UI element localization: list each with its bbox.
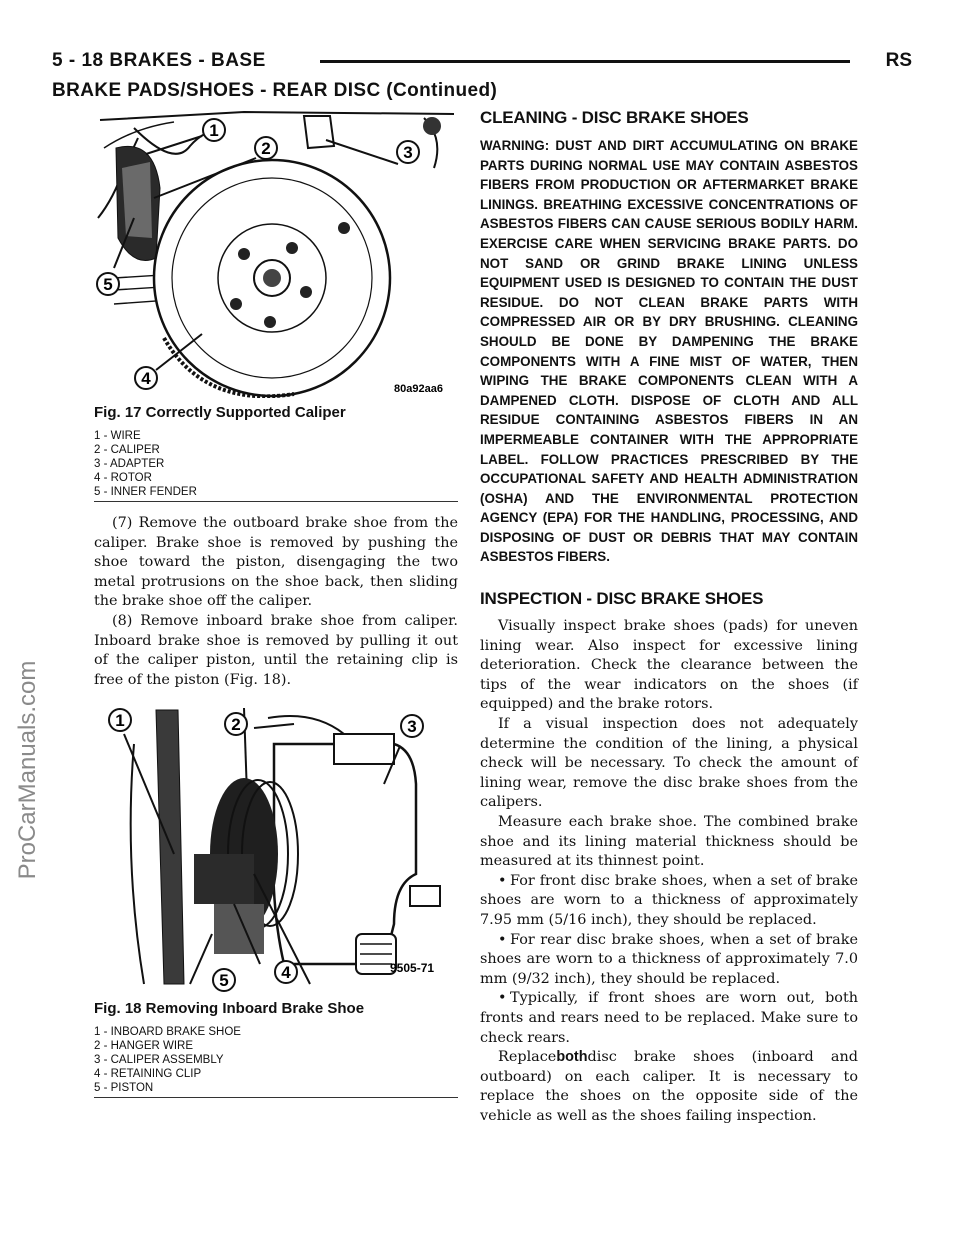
svg-text:5: 5 xyxy=(219,971,229,991)
figure-divider xyxy=(94,1097,458,1098)
fig18-legend xyxy=(94,1025,458,1095)
replace-lead: Replace xyxy=(498,1049,557,1066)
header-rule xyxy=(320,60,850,63)
svg-text:1: 1 xyxy=(115,711,125,731)
fig18-callout-5 xyxy=(213,969,235,991)
left-column xyxy=(94,108,458,1098)
watermark-text: ProCarManuals.com xyxy=(14,660,41,880)
bullet-text: For rear disc brake shoes, when a set of brake shoes are worn to a thickness of approximately 7.0 mm (9/32 inch), they should be replaced. xyxy=(480,931,858,987)
legend-item: 2 - HANGER WIRE xyxy=(94,1040,194,1053)
bullet-symbol: • xyxy=(498,990,507,1007)
legend-item: 4 - ROTOR xyxy=(94,472,152,484)
fig17-illustration xyxy=(94,108,458,398)
bullet-text: Typically, if front shoes are worn out, both fronts and rears need to be replaced. Make sure to check rears. xyxy=(480,990,858,1046)
fig17-callout-4 xyxy=(135,367,157,389)
figure-18 xyxy=(94,704,458,1098)
fig18-callout-3 xyxy=(401,715,423,737)
bullet-symbol: • xyxy=(498,872,507,889)
inspection-paragraph: Measure each brake shoe. The combined brake shoe and its lining material thickness should be measured at its thinnest point. xyxy=(480,814,858,870)
fig18-code: 9505-71 xyxy=(390,961,435,976)
inspection-paragraph: If a visual inspection does not adequately determine the condition of the lining, a physical check will be necessary. To check the amount of lining wear, remove the disc brake shoes from the calipers. xyxy=(480,716,858,811)
legend-item: 1 - INBOARD BRAKE SHOE xyxy=(94,1026,241,1039)
svg-text:2: 2 xyxy=(231,715,241,735)
step-7-text: (7) Remove the outboard brake shoe from the caliper. Brake shoe is removed by pushing the shoe toward the piston, disengaging the two metal protrusions on the shoe back, then sliding the brake shoe off the caliper. xyxy=(94,515,458,610)
figure-divider xyxy=(94,501,458,502)
legend-item: 2 - CALIPER xyxy=(94,444,160,456)
bullet-item xyxy=(480,931,858,990)
bullet-symbol: • xyxy=(498,931,507,948)
cleaning-section-title: CLEANING - DISC BRAKE SHOES xyxy=(480,108,749,127)
fig17-callout-3 xyxy=(397,141,419,163)
fig17-legend xyxy=(94,429,458,499)
legend-item: 3 - CALIPER ASSEMBLY xyxy=(94,1054,224,1067)
right-column xyxy=(480,108,858,1127)
fig17-caption: Fig. 17 Correctly Supported Caliper xyxy=(94,404,346,421)
bullet-text: For front disc brake shoes, when a set of brake shoes are worn to a thickness of approximately 7.95 mm (5/16 inch), they should be replaced. xyxy=(480,872,858,928)
page-section-ref: 5 - 18 BRAKES - BASE xyxy=(52,50,266,71)
section-continued-title: BRAKE PADS/SHOES - REAR DISC (Continued) xyxy=(52,80,498,101)
figure-17 xyxy=(94,108,458,502)
svg-text:5: 5 xyxy=(103,275,113,294)
step-8-text: (8) Remove inboard brake shoe from caliper. Inboard brake shoe is removed by pulling it out of the caliper piston, until the retaining clip is free of the piston (Fig. 18). xyxy=(94,612,458,688)
legend-item: 5 - INNER FENDER xyxy=(94,486,197,498)
fig18-callout-1 xyxy=(109,709,131,731)
legend-item: 1 - WIRE xyxy=(94,430,141,442)
replace-rest: disc brake shoes (inboard and outboard) on each caliper. It is necessary to replace the shoes on the opposite side of the vehicle as well as the shoes failing inspection. xyxy=(480,1049,858,1124)
bullet-item xyxy=(480,989,858,1048)
legend-item: 4 - RETAINING CLIP xyxy=(94,1068,202,1081)
fig18-callout-2 xyxy=(225,713,247,735)
inspection-paragraph: Visually inspect brake shoes (pads) for uneven lining wear. Also inspect for excessive lining deterioration. Check the clearance between the tips of the wear indicators on the shoes (if equipped) and the brake rotors. xyxy=(480,618,858,713)
svg-text:3: 3 xyxy=(407,717,417,737)
svg-text:2: 2 xyxy=(261,139,271,158)
fig17-callout-2 xyxy=(255,137,277,159)
fig18-callout-4 xyxy=(275,961,297,983)
fig18-caption: Fig. 18 Removing Inboard Brake Shoe xyxy=(94,1000,365,1018)
legend-item: 3 - ADAPTER xyxy=(94,458,165,470)
page-header xyxy=(52,50,912,72)
watermark xyxy=(6,300,50,1240)
svg-text:1: 1 xyxy=(209,121,219,140)
fig17-callout-1 xyxy=(203,119,225,141)
emphasis-both: both xyxy=(556,1049,588,1066)
model-code: RS xyxy=(885,50,912,71)
fig18-illustration xyxy=(94,704,458,994)
replace-paragraph xyxy=(480,1048,858,1126)
svg-text:4: 4 xyxy=(281,963,291,983)
svg-text:4: 4 xyxy=(141,369,151,388)
fig17-code: 80a92aa6 xyxy=(394,383,443,395)
fig17-callout-5 xyxy=(97,273,119,295)
legend-item: 5 - PISTON xyxy=(94,1082,154,1095)
bullet-item xyxy=(480,872,858,931)
inspection-section-title: INSPECTION - DISC BRAKE SHOES xyxy=(480,589,764,609)
svg-text:3: 3 xyxy=(403,143,413,162)
asbestos-warning: WARNING: DUST AND DIRT ACCUMULATING ON BRAKE PARTS DURING NORMAL USE MAY CONTAIN ASBESTOS FIBERS FROM PRODUCTION OR AFTERMARKET BRAKE LININGS. BREATHING EXCESSIVE CONCENTRATIONS OF ASBESTOS FIBERS CAN CAUSE SERIOUS BODILY HARM. EXERCISE CARE WHEN SERVICING BRAKE PARTS. DO NOT SAND OR GRIND BRAKE LINING UNLESS EQUIPMENT USED IS DESIGNED TO CONTAIN THE DUST RESIDUE. DO NOT CLEAN BRAKE PARTS WITH COMPRESSED AIR OR BY DRY BRUSHING. CLEANING SHOULD BE DONE BY DAMPENING THE BRAKE COMPONENTS WITH A FINE MIST OF WATER, THEN WIPING THE BRAKE COMPONENTS CLEAN WITH A DAMPENED CLOTH. DISPOSE OF CLOTH AND ALL RESIDUE CONTAINING ASBESTOS FIBERS IN AN IMPERMEABLE CONTAINER WITH THE APPROPRIATE LABEL. FOLLOW PRACTICES PRESCRIBED BY THE OCCUPATIONAL SAFETY AND HEALTH ADMINISTRATION (OSHA) AND THE ENVIRONMENTAL PROTECTION AGENCY (EPA) FOR THE HANDLING, PROCESSING, AND DISPOSING OF DUST OR DEBRIS THAT MAY CONTAIN ASBESTOS FIBERS. xyxy=(480,138,858,565)
